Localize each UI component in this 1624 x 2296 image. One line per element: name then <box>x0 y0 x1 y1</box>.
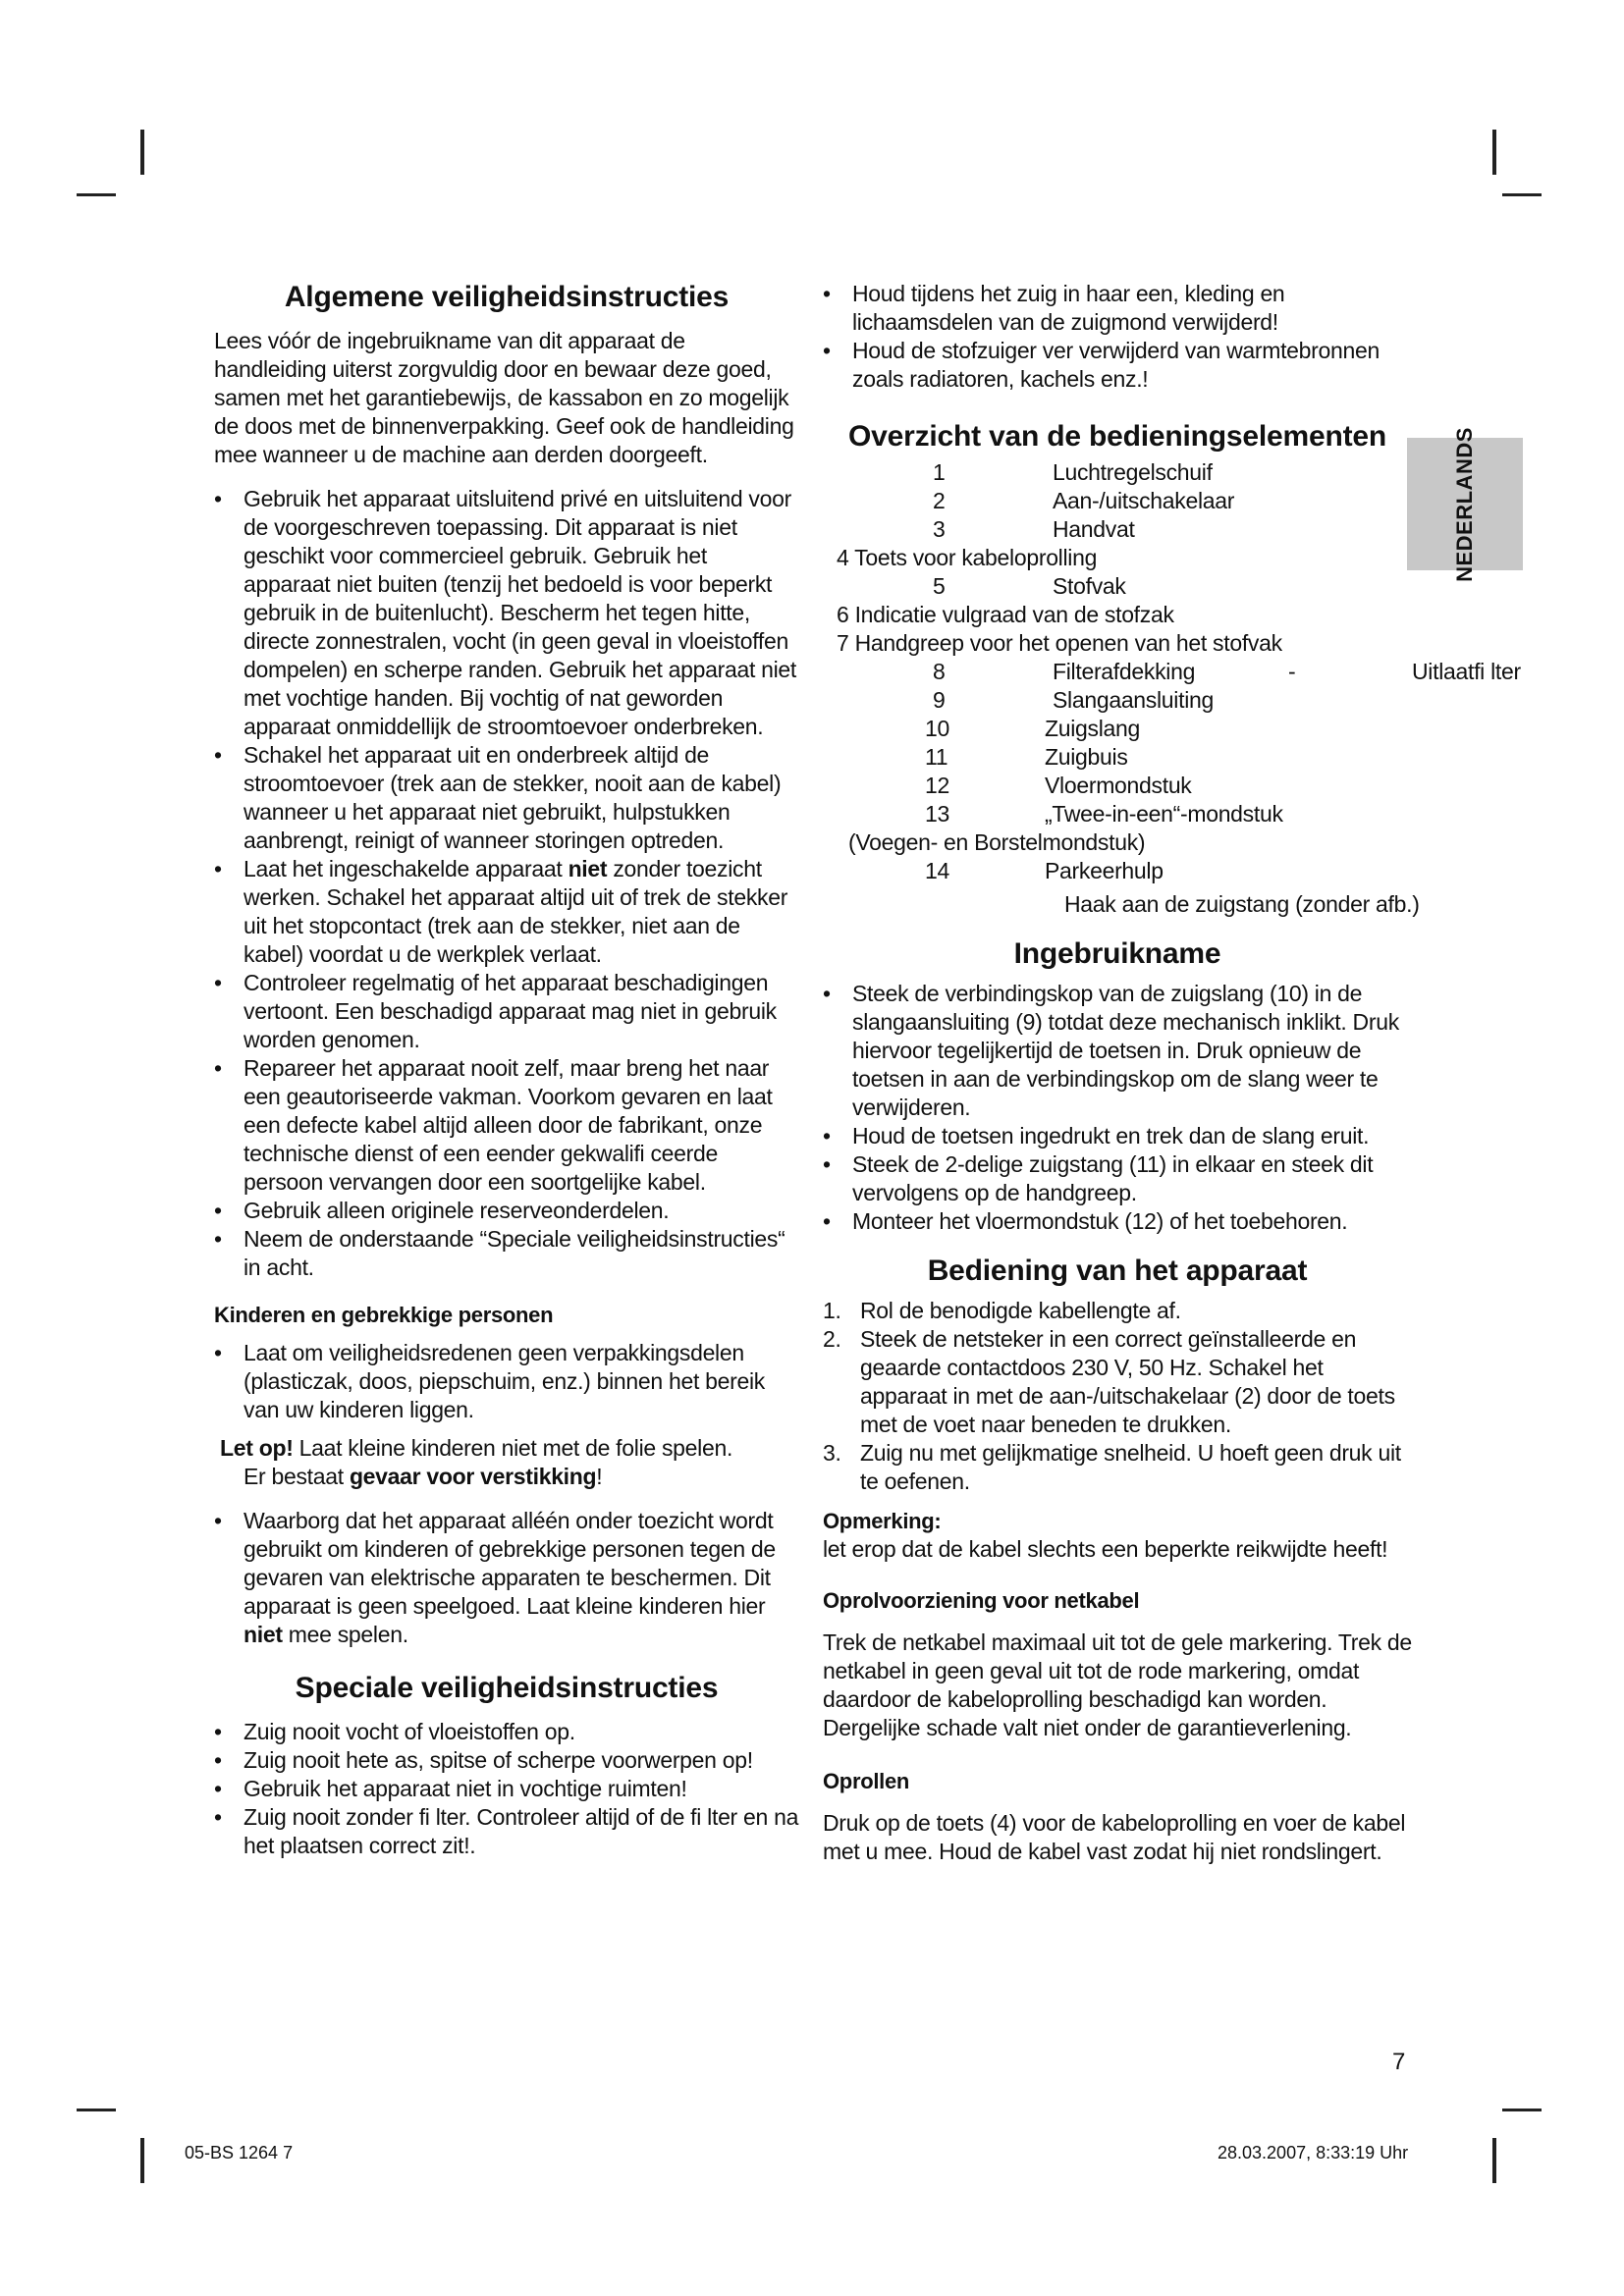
control-row <box>823 515 1412 544</box>
remark-text: let erop dat de kabel slechts een beperkte reikwijdte heeft! <box>823 1536 1388 1562</box>
control-row <box>823 487 1412 515</box>
list-item-text: zonder toezicht werken. Schakel het apparaat altijd uit of trek de stekker uit het stopcontact (trek aan de stekker, niet aan de kabel) voordat u de werkplek verlaat. <box>244 856 788 967</box>
control-number: 11 <box>925 744 948 770</box>
list-item <box>823 1297 1412 1325</box>
crop-mark <box>77 2109 116 2111</box>
list-item: • Repareer het apparaat nooit zelf, maar breng het naar een geautoriseerde vakman. Voorkom gevaren en laat een defecte kabel altijd alleen door de fabrikant, onze technische dienst of een eender gekwalifi ceerde persoon vervangen door een soortgelijke kabel. <box>214 1054 799 1197</box>
control-row <box>823 743 1412 772</box>
left-column <box>214 280 799 1876</box>
control-row <box>823 890 1420 919</box>
step-text: Steek de netsteker in een correct geïnstalleerde en geaarde contactdoos 230 V, 50 Hz. Schakel het apparaat in met de aan-/uitschakelaar (2) door de toets met de voet naar beneden te drukken. <box>860 1326 1395 1437</box>
crop-mark <box>1502 2109 1542 2111</box>
control-row <box>823 629 1412 658</box>
control-label: 4 Toets voor kabeloprolling <box>837 545 1098 570</box>
list-item: • Gebruik alleen originele reserveonderdelen. <box>214 1197 799 1225</box>
control-number: 2 <box>933 488 946 513</box>
note-text: Laat kleine kinderen niet met de folie spelen. <box>293 1435 733 1461</box>
crop-mark <box>140 2138 144 2183</box>
control-number: 5 <box>933 573 946 599</box>
emphasis-text: niet <box>244 1622 283 1647</box>
children-list <box>214 1339 799 1424</box>
title-start: Ingebruikname <box>1013 937 1221 970</box>
note-text: Er bestaat <box>244 1464 350 1489</box>
cable-text: Trek de netkabel maximaal uit tot de gele markering. Trek de netkabel in geen geval uit tot de rode markering, omdat daardoor de kabeloprolling beschadigd kan worden. Dergelijke schade valt niet onder de garantieverlening. <box>823 1629 1412 1740</box>
warning-note <box>214 1434 799 1491</box>
control-label: Handvat <box>1053 516 1135 542</box>
list-item: • Zuig nooit hete as, spitse of scherpe voorwerpen op! <box>214 1746 799 1775</box>
control-row <box>823 601 1412 629</box>
start-list <box>823 980 1412 1236</box>
control-note: Haak aan de zuigstang (zonder afb.) <box>1064 891 1420 917</box>
list-item: • Steek de 2-delige zuigstang (11) in elkaar en steek dit vervolgens op de handgreep. <box>823 1150 1412 1207</box>
list-item-text: mee spelen. <box>282 1622 408 1647</box>
footer-file-info: 05-BS 1264 7 <box>185 2143 294 2163</box>
title-general-safety: Algemene veiligheidsinstructies <box>284 281 730 313</box>
control-row <box>823 544 1412 572</box>
list-item <box>214 1507 799 1649</box>
general-safety-list <box>214 485 799 1282</box>
control-row <box>823 686 1412 715</box>
control-label: 7 Handgreep voor het openen van het stofvak <box>837 630 1282 656</box>
control-row <box>823 715 1412 743</box>
list-item: • Controleer regelmatig of het apparaat beschadigingen vertoont. Een beschadigd apparaat mag niet in gebruik worden genomen. <box>214 969 799 1054</box>
step-text: Zuig nu met gelijkmatige snelheid. U hoeft geen druk uit te oefenen. <box>860 1440 1401 1494</box>
intro-paragraph: Lees vóór de ingebruikname van dit apparaat de handleiding uiterst zorgvuldig door en bewaar deze goed, samen met het garantiebewijs, de kassabon en zo mogelijk de doos met de binnenverpakking. Geef ook de handleiding mee wanneer u de machine aan derden doorgeeft. <box>214 328 794 467</box>
control-label: Zuigslang <box>1045 716 1141 741</box>
heading-remark: Opmerking: <box>823 1509 942 1533</box>
list-item: • Monteer het vloermondstuk (12) of het toebehoren. <box>823 1207 1412 1236</box>
rewind-text: Druk op de toets (4) voor de kabeloprolling en voer de kabel met u mee. Houd de kabel vast zodat hij niet rondslingert. <box>823 1810 1406 1864</box>
heading-cable-storage: Oprolvoorziening voor netkabel <box>823 1588 1140 1613</box>
control-number: 8 <box>933 659 946 684</box>
control-label-extra: Uitlaatfi lter <box>1412 659 1521 684</box>
control-label: Zuigbuis <box>1045 744 1128 770</box>
list-item: • Zuig nooit zonder fi lter. Controleer altijd of de fi lter en na het plaatsen correct zit!. <box>214 1803 799 1860</box>
control-number: 9 <box>933 687 946 713</box>
page-number: 7 <box>1392 2049 1406 2075</box>
supervision-list <box>214 1507 799 1649</box>
operation-steps <box>823 1297 1412 1496</box>
step-number: 1. <box>823 1298 841 1323</box>
control-label: Parkeerhulp <box>1045 858 1164 883</box>
control-row <box>823 800 1412 828</box>
step-text: Rol de benodigde kabellengte af. <box>860 1298 1181 1323</box>
list-item-text: Waarborg dat het apparaat alléén onder toezicht wordt gebruikt om kinderen of gebrekkige personen tegen de gevaren van elektrische apparaten te beschermen. Dit apparaat is geen speelgoed. Laat kleine kinderen hier <box>244 1508 776 1619</box>
footer-timestamp: 28.03.2007, 8:33:19 Uhr <box>1218 2143 1409 2163</box>
language-tab <box>1407 426 1523 582</box>
control-row <box>823 458 1412 487</box>
control-label: Luchtregelschuif <box>1053 459 1213 485</box>
control-number: 14 <box>925 858 949 883</box>
list-item: • Houd de toetsen ingedrukt en trek dan de slang eruit. <box>823 1122 1412 1150</box>
control-number: 13 <box>925 801 949 827</box>
control-number: 1 <box>933 459 946 485</box>
control-number: 12 <box>925 773 949 798</box>
crop-mark <box>77 193 116 196</box>
list-item-text: Laat het ingeschakelde apparaat <box>244 856 568 881</box>
control-label: Vloermondstuk <box>1045 773 1192 798</box>
control-label: 6 Indicatie vulgraad van de stofzak <box>837 602 1174 627</box>
control-number: 3 <box>933 516 946 542</box>
step-number: 2. <box>823 1326 841 1352</box>
title-special-safety: Speciale veiligheidsinstructies <box>295 1672 719 1704</box>
heading-rewind: Oprollen <box>823 1769 910 1793</box>
list-item <box>823 1439 1412 1496</box>
control-row <box>823 772 1412 800</box>
crop-mark <box>1492 2138 1496 2183</box>
control-row <box>823 857 1412 885</box>
title-controls: Overzicht van de bedieningselementen <box>848 420 1386 453</box>
control-dash: - <box>1288 659 1296 684</box>
control-label: „Twee-in-een“-mondstuk <box>1045 801 1283 827</box>
control-row <box>823 572 1412 601</box>
control-number: 10 <box>925 716 949 741</box>
note-text: ! <box>596 1464 603 1489</box>
list-item: • Zuig nooit vocht of vloeistoffen op. <box>214 1718 799 1746</box>
list-item: • Gebruik het apparaat uitsluitend privé en uitsluitend voor de voorgeschreven toepassing. Dit apparaat is niet geschikt voor commercieel gebruik. Gebruik het apparaat niet buiten (tenzij het bedoeld is voor beperkt gebruik in de buitenlucht). Bescherm het tegen hitte, directe zonnestralen, vocht (in geen geval in vloeistoffen dompelen) en scherpe randen. Gebruik het apparaat niet met vochtige handen. Bij vochtig of nat geworden apparaat onmiddellijk de stroomtoevoer onderbreken. <box>214 485 799 741</box>
title-operation: Bediening van het apparaat <box>927 1255 1308 1287</box>
list-item: • Laat om veiligheidsredenen geen verpakkingsdelen (plasticzak, doos, piepschuim, enz.) binnen het bereik van uw kinderen liggen. <box>214 1339 799 1424</box>
crop-mark <box>1502 193 1542 196</box>
control-row <box>823 828 1412 857</box>
control-label: Filterafdekking <box>1053 659 1196 684</box>
language-tab-label: NEDERLANDS <box>1452 426 1477 582</box>
control-label: Aan-/uitschakelaar <box>1053 488 1235 513</box>
list-item <box>214 855 799 969</box>
list-item <box>823 1325 1412 1439</box>
note-label: Let op! <box>220 1435 294 1461</box>
list-item: • Houd tijdens het zuig in haar een, kleding en lichaamsdelen van de zuigmond verwijderd! <box>823 280 1412 337</box>
crop-mark <box>140 130 144 175</box>
emphasis-text: niet <box>568 856 608 881</box>
list-item: • Steek de verbindingskop van de zuigslang (10) in de slangaansluiting (9) totdat deze mechanisch inklikt. Druk hiervoor tegelijkertijd de toetsen in. Druk opnieuw de toetsen in aan de verbindingskop om de slang weer te verwijderen. <box>823 980 1412 1122</box>
control-label: (Voegen- en Borstelmondstuk) <box>848 829 1146 855</box>
list-item: • Gebruik het apparaat niet in vochtige ruimten! <box>214 1775 799 1803</box>
special-safety-list <box>214 1718 799 1860</box>
crop-mark <box>1492 130 1496 175</box>
list-item: • Schakel het apparaat uit en onderbreek altijd de stroomtoevoer (trek aan de stekker, nooit aan de kabel) wanneer u het apparaat niet gebruikt, hulpstukken aanbrengt, reinigt of wanneer storingen optreden. <box>214 741 799 855</box>
control-label: Slangaansluiting <box>1053 687 1214 713</box>
step-number: 3. <box>823 1440 841 1466</box>
control-row <box>823 658 1521 686</box>
list-item: • Houd de stofzuiger ver verwijderd van warmtebronnen zoals radiatoren, kachels enz.! <box>823 337 1412 394</box>
heading-children: Kinderen en gebrekkige personen <box>214 1303 554 1327</box>
control-label: Stofvak <box>1053 573 1126 599</box>
top-safety-list <box>823 280 1412 394</box>
emphasis-text: gevaar voor verstikking <box>349 1464 597 1489</box>
list-item: • Neem de onderstaande “Speciale veiligheidsinstructies“ in acht. <box>214 1225 799 1282</box>
